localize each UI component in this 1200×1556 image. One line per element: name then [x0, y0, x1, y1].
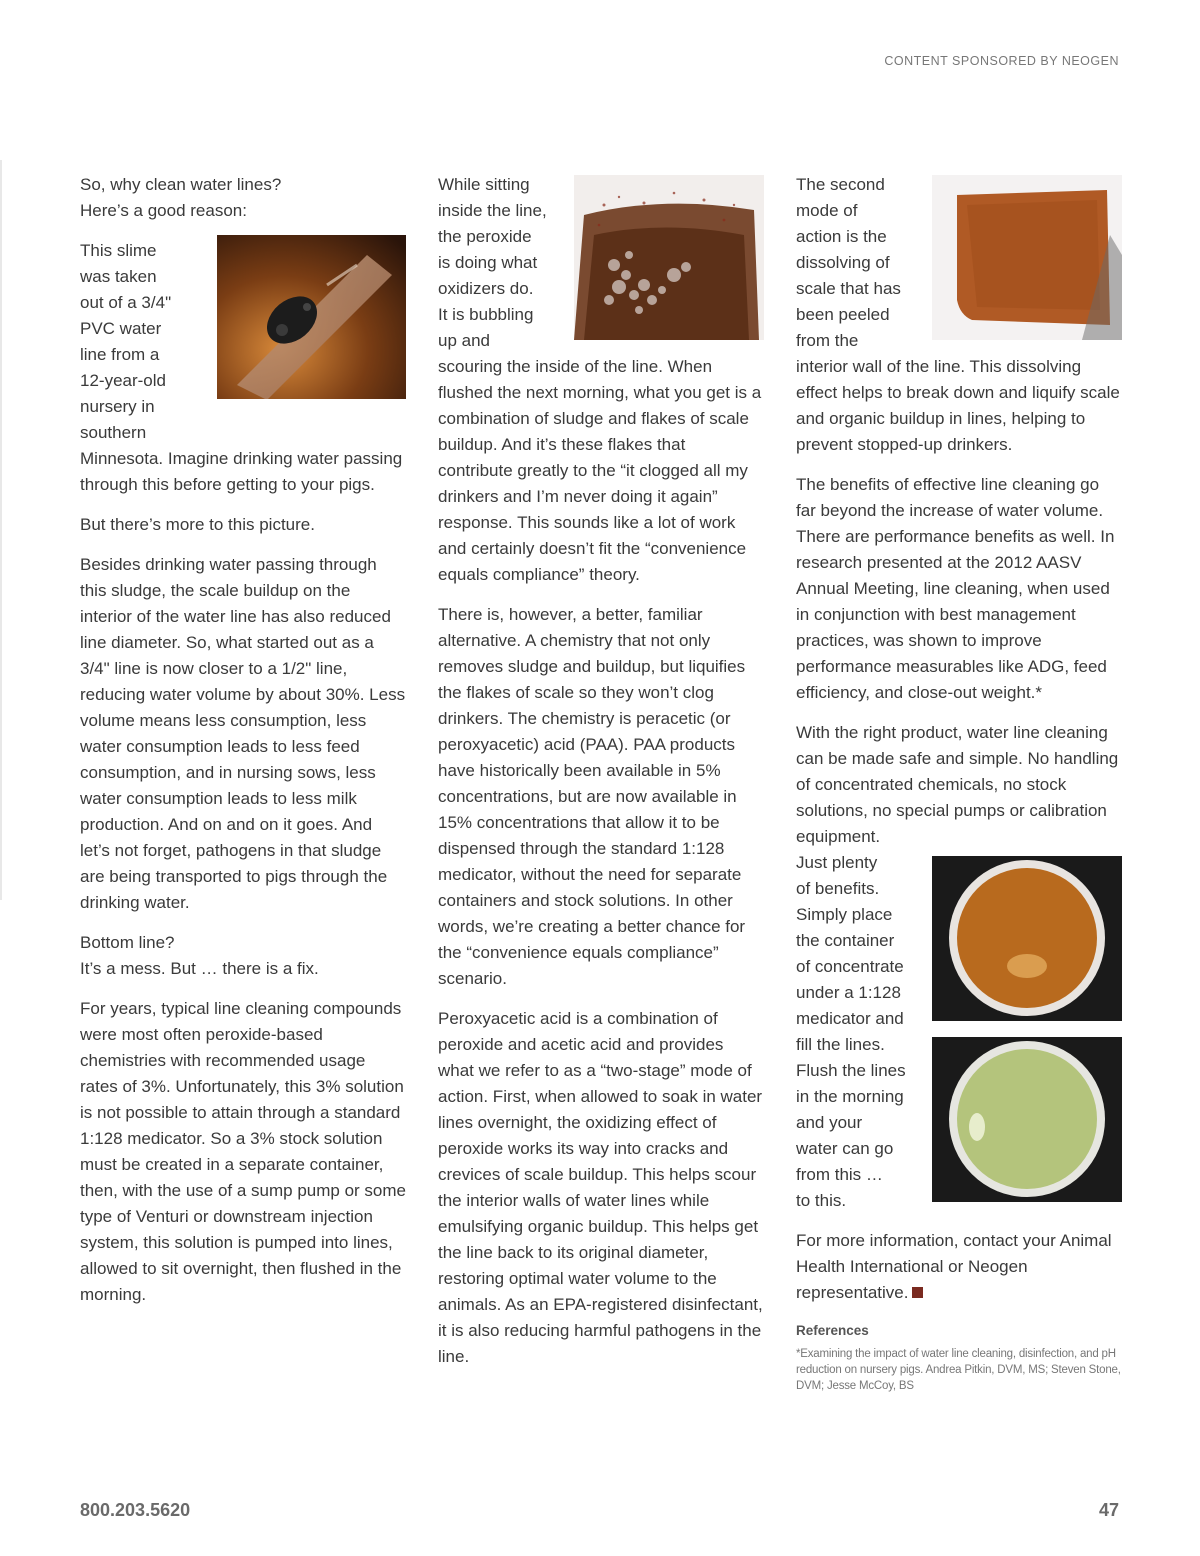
column-3: [796, 172, 1122, 1408]
bottom-line-paragraph: Bottom line? It’s a mess. But … there is a fix.: [80, 933, 319, 978]
column-1: [80, 172, 406, 1322]
more-paragraph: But there’s more to this picture.: [80, 515, 315, 534]
references-text: *Examining the impact of water line cleaning, disinfection, and pH reduction on nursery pigs. Andrea Pitkin, DVM, MS; Steven Stone, DVM; Jesse McCoy, BS: [796, 1348, 1121, 1392]
intro-heading: So, why clean water lines? Here’s a good reason:: [80, 175, 282, 220]
page-edge-shadow: [0, 160, 2, 900]
page-number: 47: [1098, 1500, 1119, 1520]
years-paragraph: For years, typical line cleaning compounds were most often peroxide-based chemistries with recommended usage rates of 3%. Unfortunately, this 3% solution is not possible to attain through a standard 1:128 medicator. So a 3% stock solution must be created in a separate container, then, with the use of a sump pump or some type of Venturi or downstream injection system, this solution is pumped into lines, allowed to sit overnight, then flushed in the morning.: [80, 999, 407, 1304]
plenty-paragraph: Just plenty of benefits. Simply place the container of concentrate under a 1:128 medicator and fill the lines. Flush the lines in the morning and your water can go from this … to this.: [796, 850, 1122, 1214]
slime-photo: [217, 235, 406, 399]
besides-paragraph: Besides drinking water passing through this sludge, the scale buildup on the interior of the water line has also reduced line diameter. So, what started out as a 3/4" line is now closer to a 1/2" line, reducing water volume by about 30%. Less volume means less consumption, less water consumption leads to less feed consumption, and in nursing sows, less water consumption leads to less milk production. And on and on it goes. And let’s not forget, pathogens in that sludge are being transported to pigs through the drinking water.: [80, 555, 406, 912]
sitting-paragraph: While sitting inside the line, the peroxide is doing what oxidizers do. It is bubbling up and scouring the inside of the line. When flushed the next morning, what you get is a combination of sludge and flakes of scale buildup. And it’s these flakes that contribute greatly to the “it clogged all my drinkers and I’m never doing it again” response. This sounds like a lot of work and certainly doesn’t fit the “convenience equals compliance” theory.: [438, 172, 764, 588]
before-after-photos: [932, 856, 1122, 1202]
references-title: References: [796, 1323, 869, 1338]
paa-paragraph: Peroxyacetic acid is a combination of peroxide and acetic acid and provides what we refer to as a “two-stage” mode of action. First, when allowed to soak in water lines overnight, the oxidizing effect of peroxide works its way into cracks and crevices of scale buildup. This helps scour the interior walls of water lines while emulsifying organic buildup. This helps get the line back to its original diameter, restoring optimal water volume to the animals. As an EPA-registered disinfectant, it is also reducing harmful pathogens in the line.: [438, 1009, 763, 1366]
after-water-photo: [932, 1037, 1122, 1202]
better-alternative-paragraph: There is, however, a better, familiar alternative. A chemistry that not only removes sludge and buildup, but liquifies the flakes of scale so they won’t clog drinkers. The chemistry is peracetic (or peroxyacetic) acid (PAA). PAA products have historically been available in 5% concentrations, but are now available in 15% concentrations that allow it to be dispensed through the standard 1:128 medicator, without the need for separate containers and stock solutions. In other words, we’re creating a better chance for the “convenience equals compliance” scenario.: [438, 605, 746, 988]
benefits-paragraph: The benefits of effective line cleaning go far beyond the increase of water volume. There are performance benefits as well. In research presented at the 2012 AASV Annual Meeting, line cleaning, when used in conjunction with best management practices, was shown to improve performance measurables like ADG, feed efficiency, and close-out weight.*: [796, 475, 1115, 702]
more-info-paragraph: For more information, contact your Animal Health International or Neogen representative.: [796, 1231, 1112, 1302]
slime-paragraph: This slime was taken out of a 3/4" PVC water line from a 12-year-old nursery in southern Minnesota. Imagine drinking water passing through this before getting to your pigs.: [80, 238, 406, 498]
sponsor-header: CONTENT SPONSORED BY NEOGEN: [884, 54, 1119, 68]
second-mode-paragraph: The second mode of action is the dissolving of scale that has been peeled from the interior wall of the line. This dissolving effect helps to break down and liquify scale and organic buildup in lines, helping to prevent stopped-up drinkers.: [796, 172, 1122, 458]
end-mark-square: [912, 1287, 923, 1298]
right-product-paragraph: With the right product, water line cleaning can be made safe and simple. No handling of concentrated chemicals, no stock solutions, no special pumps or calibration equipment.: [796, 723, 1119, 846]
bubbling-peroxide-photo: [574, 175, 764, 340]
footer-phone-number: 800.203.5620: [80, 1500, 191, 1520]
column-2: [438, 172, 764, 1384]
dissolved-scale-photo: [932, 175, 1122, 340]
before-water-photo: [932, 856, 1122, 1021]
